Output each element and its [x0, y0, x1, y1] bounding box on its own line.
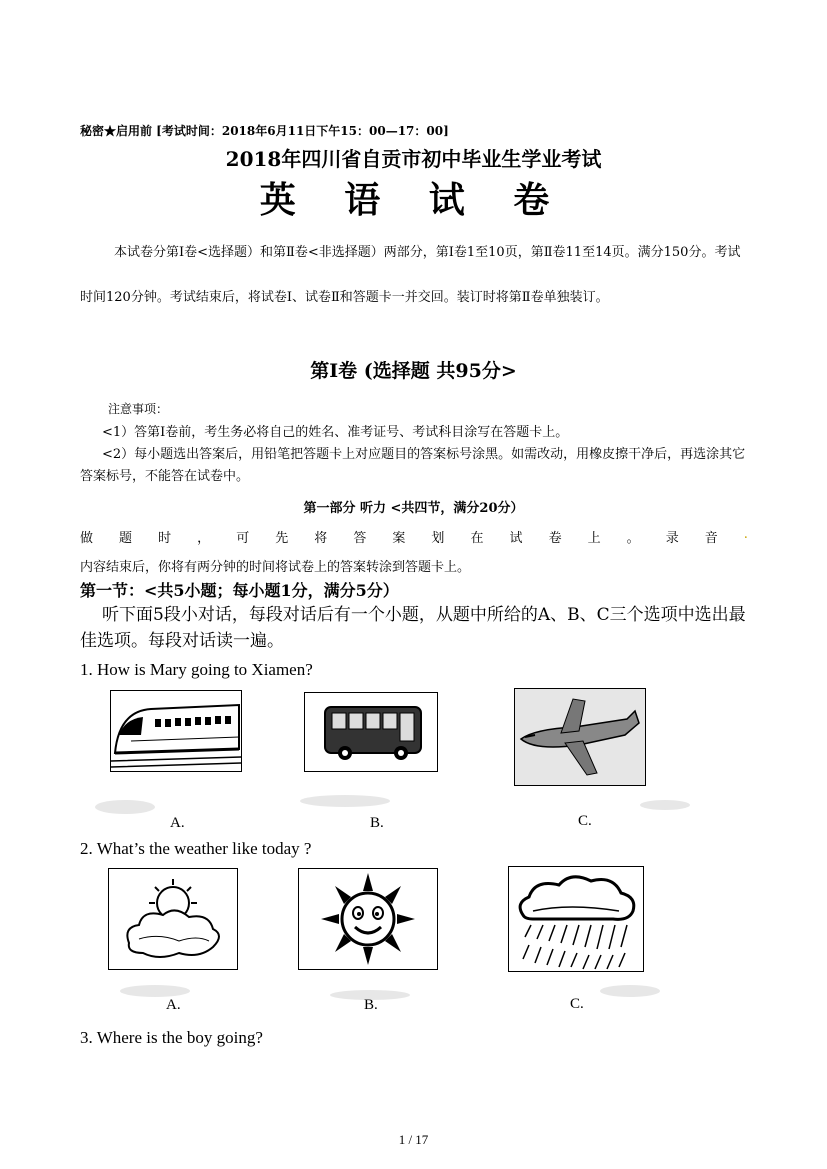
instruction-continued: 内容结束后，你将有两分钟的时间将试卷上的答案转涂到答题卡上。: [80, 560, 471, 575]
listening-instruction: 听下面5段小对话，每段对话后有一个小题，从题中所给的A、B、C三个选项中选出最佳选项。每段对话读一遍。: [80, 605, 746, 651]
note-item: <1）答第Ⅰ卷前，考生务必将自己的姓名、准考证号、考试科目涂写在答题卡上。: [102, 425, 569, 440]
train-image: [110, 690, 242, 772]
spaced-char: 案: [392, 531, 406, 546]
confidential-header: 秘密★启用前 [考试时间：2018年6月11日下午15：00—17：00]: [80, 124, 449, 138]
intro-paragraph: 本试卷分第Ⅰ卷<选择题）和第Ⅱ卷<非选择题）两部分，第Ⅰ卷1至10页，第Ⅱ卷11至14页。满分150分。考试时间120分钟。考试结束后，将试卷Ⅰ、试卷Ⅱ和答题卡一并交回。装订时将第Ⅱ卷单独装订。: [80, 245, 741, 305]
spaced-char: 上: [587, 531, 601, 546]
spaced-char: 。: [626, 531, 640, 546]
notes-list: [80, 422, 752, 488]
spaced-instruction: [80, 527, 748, 546]
partly-cloudy-icon: [109, 869, 237, 969]
note-item: <2）每小题选出答案后，用铅笔把答题卡上对应题目的答案标号涂黑。如需改动，用橡皮擦干净后，再选涂其它答案标号，不能答在试卷中。: [80, 447, 746, 484]
scan-artifact: [330, 990, 410, 1000]
option-a: A.: [166, 997, 181, 1013]
exam-title: 2018年四川省自贡市初中毕业生学业考试: [225, 147, 602, 171]
spaced-char: 时: [158, 531, 172, 546]
spaced-char: 卷: [548, 531, 562, 546]
section-one-title: 第一节：<共5小题；每小题1分，满分5分）: [80, 581, 399, 600]
spaced-char: 划: [431, 531, 445, 546]
option-b: B.: [370, 815, 384, 831]
airplane-image: [514, 688, 646, 786]
spaced-char: 可: [236, 531, 250, 546]
scan-artifact: [300, 795, 390, 807]
airplane-icon: [515, 689, 645, 785]
bus-icon: [305, 693, 437, 771]
spaced-char: 录: [665, 531, 679, 546]
scan-artifact: [640, 800, 690, 810]
option-b: B.: [364, 997, 378, 1013]
spaced-char: 音: [704, 531, 718, 546]
option-c: C.: [570, 996, 584, 1012]
question-1: 1. How is Mary going to Xiamen?: [80, 660, 313, 679]
train-icon: [111, 691, 241, 771]
rain-image: [508, 866, 644, 972]
option-c: C.: [578, 813, 592, 829]
scan-artifact: [120, 985, 190, 997]
spaced-char: .: [743, 527, 748, 542]
scan-artifact: [600, 985, 660, 997]
question-2: 2. What’s the weather like today ?: [80, 839, 312, 858]
option-a: A.: [170, 815, 185, 831]
exam-subtitle: 英 语 试 卷: [259, 179, 568, 221]
sun-icon: [299, 869, 437, 969]
partly-cloudy-image: [108, 868, 238, 970]
page-number: 1 / 17: [398, 1132, 429, 1147]
question-3: 3. Where is the boy going?: [80, 1028, 263, 1047]
spaced-char: 答: [353, 531, 367, 546]
spaced-char: ，: [197, 531, 211, 546]
notes-heading: 注意事项：: [108, 402, 169, 416]
rain-icon: [509, 867, 643, 971]
part-title: 第一部分 听力 <共四节，满分20分）: [303, 501, 524, 516]
spaced-char: 将: [314, 531, 328, 546]
spaced-char: 做: [80, 531, 94, 546]
spaced-char: 试: [509, 531, 523, 546]
spaced-char: 在: [470, 531, 484, 546]
section-title: 第Ⅰ卷 (选择题 共95分>: [310, 360, 517, 382]
spaced-char: 题: [119, 531, 133, 546]
spaced-char: 先: [275, 531, 289, 546]
sun-image: [298, 868, 438, 970]
bus-image: [304, 692, 438, 772]
scan-artifact: [95, 800, 155, 814]
